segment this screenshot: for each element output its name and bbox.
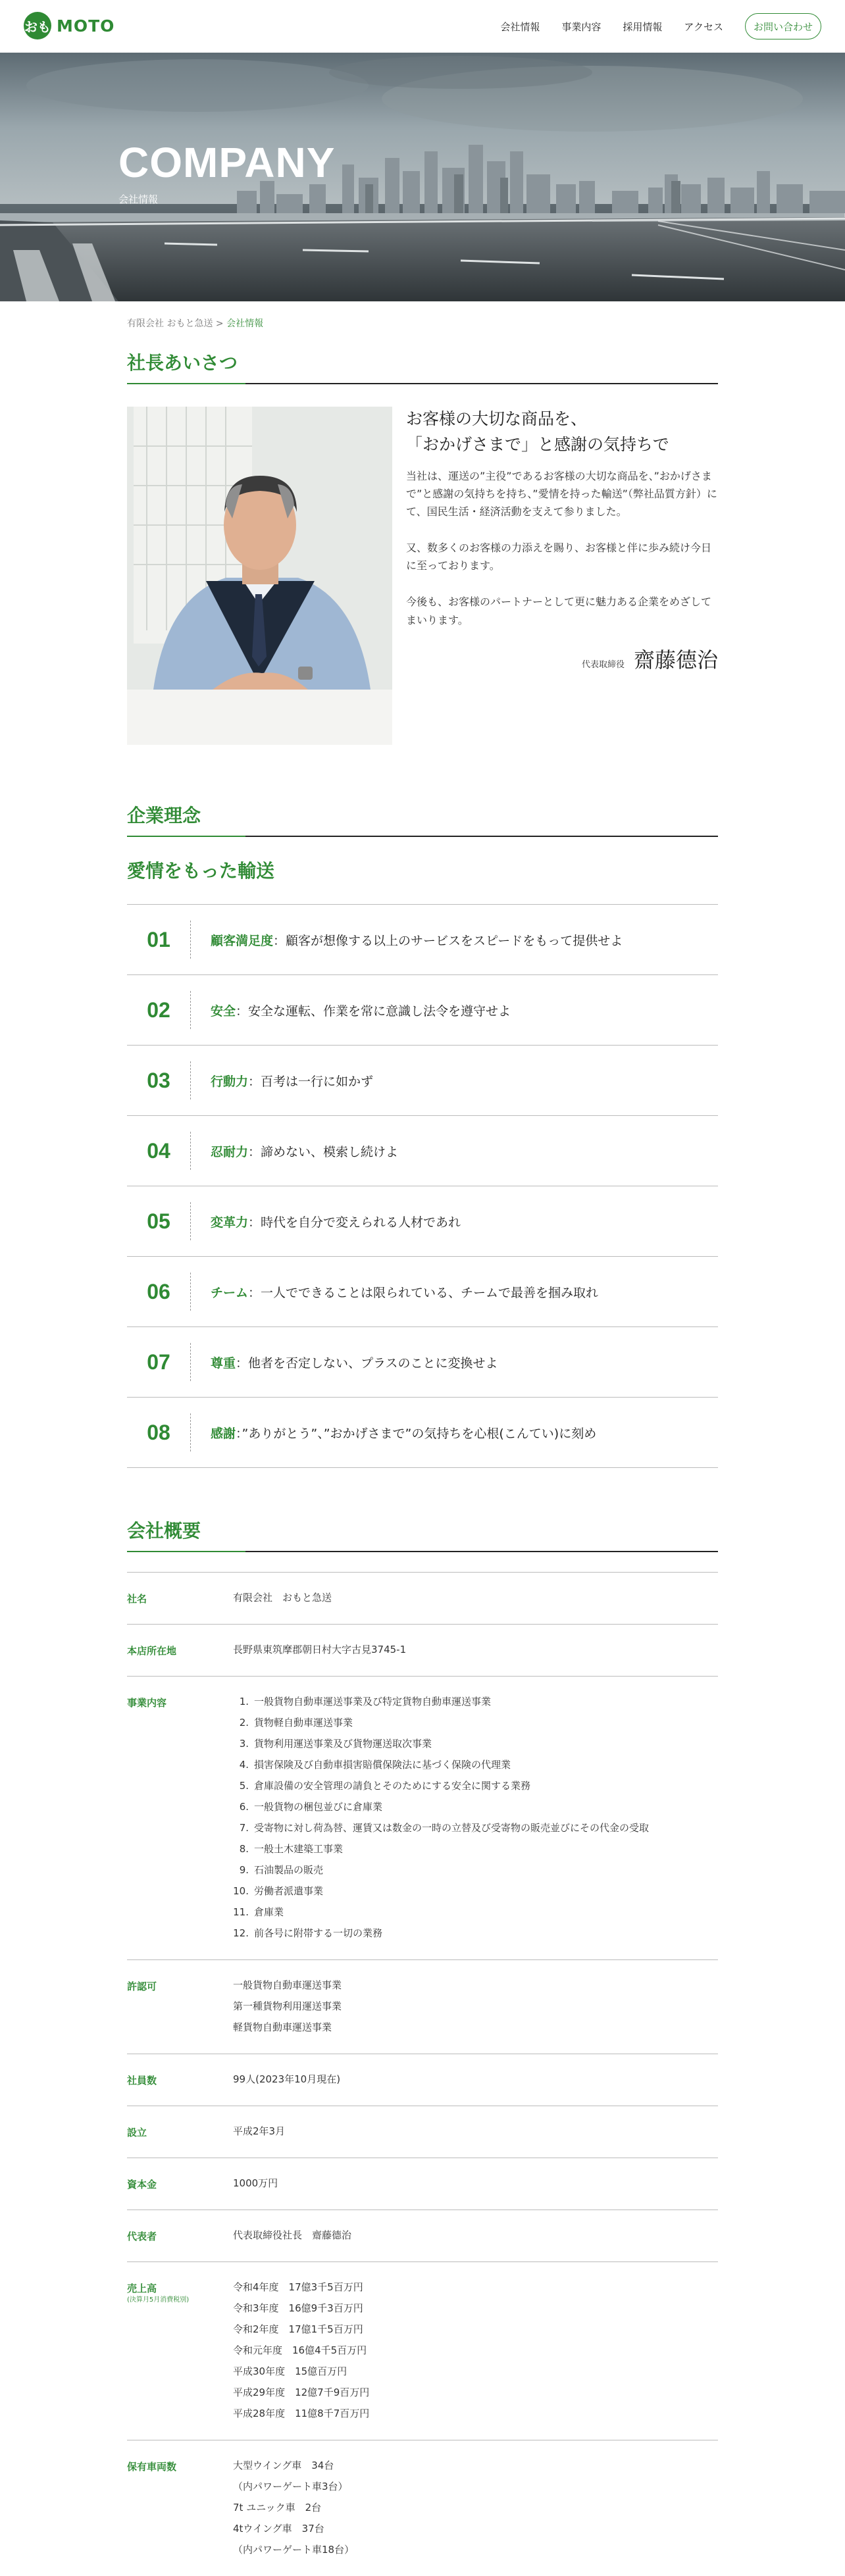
overview-title: 会社概要 xyxy=(127,1517,718,1552)
greeting-paragraph: 当社は、運送の”主役”であるお客様の大切な商品を、”おかげさまで”と感謝の気持ちを持ち、”愛情を持った輸送”（弊社品質方針）にて、国民生活・経済活動を支えて参りました。 xyxy=(406,469,717,518)
row-label: 社名 xyxy=(127,1593,147,1605)
list-item: 11. 倉庫業 xyxy=(233,1906,284,1918)
row-label: 事業内容 xyxy=(127,1697,167,1709)
greeting-paragraph: 今後も、お客様のパートナーとして更に魅力ある企業をめざしてまいります。 xyxy=(406,595,712,626)
table-row xyxy=(127,1625,718,1677)
hero-banner xyxy=(0,53,845,301)
greeting-title: 社長あいさつ xyxy=(127,349,718,384)
vehicle-item: （内パワーゲート車3台） xyxy=(233,2481,348,2492)
sales-item: 平成29年度 12億7千9百万円 xyxy=(233,2387,370,2398)
greeting-headline-line1: お客様の大切な商品を、 xyxy=(406,409,588,428)
philosophy-item xyxy=(127,905,718,975)
philosophy-text: ：顧客が想像する以上のサービスをスピードをもって提供せよ xyxy=(273,933,623,948)
divider xyxy=(190,1061,191,1099)
philosophy-number: 07 xyxy=(147,1350,170,1374)
row-value: 1000万円 xyxy=(233,2177,278,2189)
signature-title: 代表取締役 xyxy=(581,659,625,670)
greeting-headline-line2: 「おかげさまで」と感謝の気持ちで xyxy=(406,434,669,454)
philosophy-text: ：他者を否定しない、プラスのことに変換せよ xyxy=(236,1355,498,1371)
philosophy-keyword: 行動力 xyxy=(211,1074,249,1089)
philosophy-text: ：時代を自分で変えられる人材であれ xyxy=(248,1215,461,1230)
list-item: 9. 石油製品の販売 xyxy=(239,1864,324,1876)
divider xyxy=(190,921,191,959)
row-label xyxy=(127,2281,233,2424)
philosophy-item xyxy=(127,1046,718,1116)
philosophy-number: 08 xyxy=(147,1420,170,1444)
divider xyxy=(190,1343,191,1381)
overview-table xyxy=(127,1572,718,2576)
philosophy-keyword: 顧客満足度 xyxy=(211,933,274,948)
philosophy-text: ：”ありがとう”、”おかげさまで”の気持ちを心根(こんてい)に刻め xyxy=(236,1426,597,1441)
row-label: 設立 xyxy=(127,2127,147,2138)
logo-mark: おも xyxy=(24,12,51,39)
signature xyxy=(406,644,718,674)
breadcrumb xyxy=(127,316,263,330)
list-item: 4. 損害保険及び自動車損害賠償保険法に基づく保険の代理業 xyxy=(239,1759,511,1771)
vehicle-item: 4tウイング車 37台 xyxy=(233,2523,324,2535)
table-row xyxy=(127,2158,718,2210)
row-label: 本店所在地 xyxy=(127,1645,177,1657)
philosophy-number: 01 xyxy=(147,927,170,951)
breadcrumb-current: 会社情報 xyxy=(226,318,264,329)
philosophy-number: 06 xyxy=(147,1279,170,1303)
table-row xyxy=(127,2210,718,2262)
row-value: 99人(2023年10月現在) xyxy=(233,2073,341,2085)
row-value: 有限会社 おもと急送 xyxy=(233,1592,332,1604)
greeting-body xyxy=(406,467,718,629)
row-label: 代表者 xyxy=(127,2231,157,2242)
table-row xyxy=(127,2262,718,2440)
divider xyxy=(190,1413,191,1452)
list-item: 3. 貨物利用運送事業及び貨物運送取次事業 xyxy=(239,1738,432,1750)
business-list xyxy=(233,1691,718,1944)
table-row xyxy=(127,2054,718,2106)
list-item: 6. 一般貨物の梱包並びに倉庫業 xyxy=(239,1801,383,1813)
sales-item: 令和元年度 16億4千5百万円 xyxy=(233,2344,367,2356)
sales-item: 平成30年度 15億百万円 xyxy=(233,2365,347,2377)
table-row xyxy=(127,2440,718,2576)
philosophy-keyword: 変革力 xyxy=(211,1215,249,1230)
philosophy-item xyxy=(127,1327,718,1398)
signature-name: 齋藤德治 xyxy=(633,647,718,672)
hero-subtitle: 会社情報 xyxy=(118,193,159,205)
philosophy-item xyxy=(127,1398,718,1468)
table-row xyxy=(127,1573,718,1625)
breadcrumb-separator: > xyxy=(215,318,224,329)
row-label: 資本金 xyxy=(127,2179,157,2190)
greeting-headline xyxy=(406,407,718,458)
philosophy-number: 03 xyxy=(147,1068,170,1092)
greeting-text xyxy=(406,407,718,674)
license-item: 第一種貨物利用運送事業 xyxy=(233,2000,342,2012)
sales-note: (決算月5月消費税別) xyxy=(127,2296,190,2304)
philosophy-keyword: 感謝 xyxy=(211,1426,236,1441)
president-illustration xyxy=(127,407,392,745)
breadcrumb-home[interactable]: 有限会社 おもと急送 xyxy=(127,318,213,329)
philosophy-text: ：諦めない、模索し続けよ xyxy=(248,1144,399,1159)
list-item: 1. 一般貨物自動車運送事業及び特定貨物自動車運送事業 xyxy=(239,1696,492,1707)
vehicle-item: 大型ウイング車 34台 xyxy=(233,2460,334,2471)
vehicle-item: 7t ユニック車 2台 xyxy=(233,2502,322,2513)
sales-item: 令和4年度 17億3千5百万円 xyxy=(233,2281,363,2293)
divider xyxy=(190,1132,191,1170)
list-item: 2. 貨物軽自動車運送事業 xyxy=(239,1717,353,1729)
list-item: 7. 受寄物に対し荷為替、運賃又は数金の一時の立替及び受寄物の販売並びにその代金の受取 xyxy=(239,1822,650,1834)
philosophy-keyword: 安全 xyxy=(211,1003,236,1019)
list-item: 12. 前各号に附帯する一切の業務 xyxy=(233,1927,383,1939)
philosophy-item xyxy=(127,1116,718,1186)
philosophy-text: ：安全な運転、作業を常に意識し法令を遵守せよ xyxy=(236,1003,511,1019)
greeting-section xyxy=(127,349,718,672)
philosophy-number: 02 xyxy=(147,998,170,1022)
greeting-paragraph: 又、数多くのお客様の力添えを賜り、お客様と伴に歩み続け今日に至っております。 xyxy=(406,542,712,572)
philosophy-text: ：一人でできることは限られている、チームで最善を掴み取れ xyxy=(248,1285,599,1300)
hero-title: COMPANY xyxy=(118,139,336,186)
row-label: 社員数 xyxy=(127,2075,157,2086)
logo-text: MOTO xyxy=(57,16,115,36)
list-item: 10. 労働者派遣事業 xyxy=(233,1885,324,1897)
table-row xyxy=(127,1960,718,2054)
president-photo xyxy=(127,407,392,745)
main-nav xyxy=(478,13,821,39)
philosophy-title: 企業理念 xyxy=(127,801,718,837)
nav-recruit[interactable]: 採用情報 xyxy=(623,20,663,33)
philosophy-keyword: 忍耐力 xyxy=(211,1144,249,1159)
nav-business[interactable]: 事業内容 xyxy=(561,20,602,33)
list-item: 5. 倉庫設備の安全管理の請負とそのためにする安全に関する業務 xyxy=(239,1780,531,1792)
table-row xyxy=(127,2106,718,2158)
overview-section xyxy=(127,1517,718,2576)
row-value: 代表取締役社長 齋藤德治 xyxy=(233,2229,352,2241)
sales-item: 令和3年度 16億9千3百万円 xyxy=(233,2302,363,2314)
site-logo[interactable] xyxy=(24,12,115,39)
contact-button[interactable]: お問い合わせ xyxy=(745,13,821,39)
philosophy-number: 04 xyxy=(147,1138,170,1163)
divider xyxy=(190,991,191,1029)
philosophy-slogan: 愛情をもった輸送 xyxy=(127,860,275,882)
license-item: 一般貨物自動車運送事業 xyxy=(233,1979,342,1991)
philosophy-keyword: 尊重 xyxy=(211,1355,236,1371)
sales-label: 売上高 xyxy=(127,2283,157,2294)
philosophy-item xyxy=(127,975,718,1046)
row-label: 保有車両数 xyxy=(127,2461,177,2473)
vehicle-item: （内パワーゲート車18台） xyxy=(233,2544,355,2556)
list-item: 8. 一般土木建築工事業 xyxy=(239,1843,344,1855)
row-value: 平成2年3月 xyxy=(233,2125,286,2137)
row-value xyxy=(233,2277,718,2424)
sales-item: 令和2年度 17億1千5百万円 xyxy=(233,2323,363,2335)
philosophy-list xyxy=(127,904,718,1468)
nav-access[interactable]: アクセス xyxy=(684,20,723,33)
row-label: 許認可 xyxy=(127,1981,157,1992)
philosophy-item xyxy=(127,1186,718,1257)
row-value xyxy=(233,2455,718,2560)
philosophy-number: 05 xyxy=(147,1209,170,1233)
table-row xyxy=(127,1677,718,1960)
philosophy-item xyxy=(127,1257,718,1327)
philosophy-keyword: チーム xyxy=(211,1285,249,1300)
site-header xyxy=(0,0,845,53)
row-value xyxy=(233,1975,718,2038)
row-value: 長野県東筑摩郡朝日村大字古見3745-1 xyxy=(233,1644,407,1655)
nav-company[interactable]: 会社情報 xyxy=(500,20,540,33)
divider xyxy=(190,1202,191,1240)
sales-item: 平成28年度 11億8千7百万円 xyxy=(233,2408,370,2419)
philosophy-section xyxy=(127,801,718,1468)
license-item: 軽貨物自動車運送事業 xyxy=(233,2021,332,2033)
divider xyxy=(190,1273,191,1311)
row-value xyxy=(233,1691,718,1944)
philosophy-text: ：百考は一行に如かず xyxy=(248,1074,374,1089)
